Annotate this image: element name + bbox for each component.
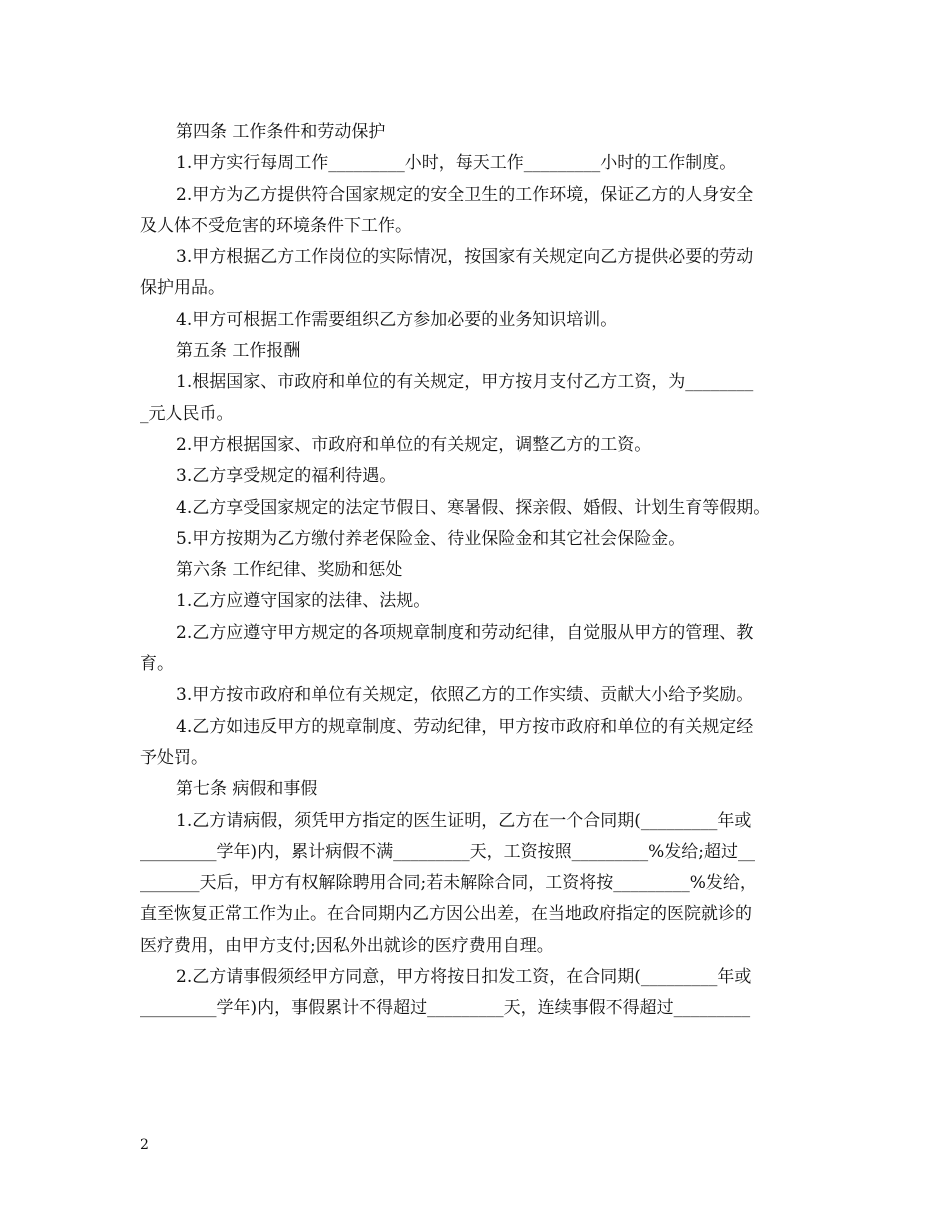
text-line: _元人民币。: [140, 403, 234, 424]
text-line: 1.乙方应遵守国家的法律、法规。: [176, 591, 431, 612]
text-line: 医疗费用，由甲方支付;因私外出就诊的医疗费用自理。: [140, 935, 554, 956]
text-line: 1.乙方请病假，须凭甲方指定的医生证明，乙方在一个合同期(_________年或: [176, 810, 752, 831]
text-line: 2.甲方根据国家、市政府和单位的有关规定，调整乙方的工资。: [176, 434, 652, 455]
page-number: 2: [140, 1137, 149, 1153]
text-line: 4.甲方可根据工作需要组织乙方参加必要的业务知识培训。: [176, 309, 618, 330]
text-line: 5.甲方按期为乙方缴付养老保险金、待业保险金和其它社会保险金。: [176, 528, 686, 549]
text-line: 2.乙方应遵守甲方规定的各项规章制度和劳动纪律，自觉服从甲方的管理、教: [176, 622, 754, 643]
document-body: [140, 117, 812, 1025]
text-line: 3.乙方享受规定的福利待遇。: [176, 466, 397, 487]
text-line: 1.甲方实行每周工作_________小时，每天工作_________小时的工作制度。: [176, 153, 737, 174]
text-line: 育。: [140, 654, 174, 675]
text-line: 2.乙方请事假须经甲方同意，甲方将按日扣发工资，在合同期(_________年或: [176, 967, 752, 988]
text-line: _______天后，甲方有权解除聘用合同;若未解除合同，工资将按_________%发给，: [140, 873, 757, 894]
text-line: 4.乙方如违反甲方的规章制度、劳动纪律，甲方按市政府和单位的有关规定经: [176, 716, 754, 737]
text-line: 4.乙方享受国家规定的法定节假日、寒暑假、探亲假、婚假、计划生育等假期。: [176, 497, 771, 518]
text-line: 予处罚。: [140, 747, 208, 768]
text-line: 3.甲方按市政府和单位有关规定，依照乙方的工作实绩、贡献大小给予奖励。: [176, 685, 754, 706]
text-line: 3.甲方根据乙方工作岗位的实际情况，按国家有关规定向乙方提供必要的劳动: [176, 247, 754, 268]
text-line: 直至恢复正常工作为止。在合同期内乙方因公出差，在当地政府指定的医院就诊的: [140, 904, 752, 925]
text-line: 及人体不受危害的环境条件下工作。: [140, 215, 412, 236]
text-line: 第五条 工作报酬: [176, 341, 301, 362]
text-line: 2.甲方为乙方提供符合国家规定的安全卫生的工作环境，保证乙方的人身安全: [176, 184, 754, 205]
text-line: 第七条 病假和事假: [176, 779, 318, 800]
text-line: 第六条 工作纪律、奖励和惩处: [176, 560, 403, 581]
text-line: _________学年)内，累计病假不满_________天，工资按照_________%发给;超过__: [140, 841, 756, 862]
text-line: 1.根据国家、市政府和单位的有关规定，甲方按月支付乙方工资，为________: [176, 372, 754, 393]
text-line: 第四条 工作条件和劳动保护: [176, 122, 386, 142]
text-line: _________学年)内，事假累计不得超过_________天，连续事假不得超过_________: [140, 998, 751, 1019]
text-line: 保护用品。: [140, 278, 225, 299]
